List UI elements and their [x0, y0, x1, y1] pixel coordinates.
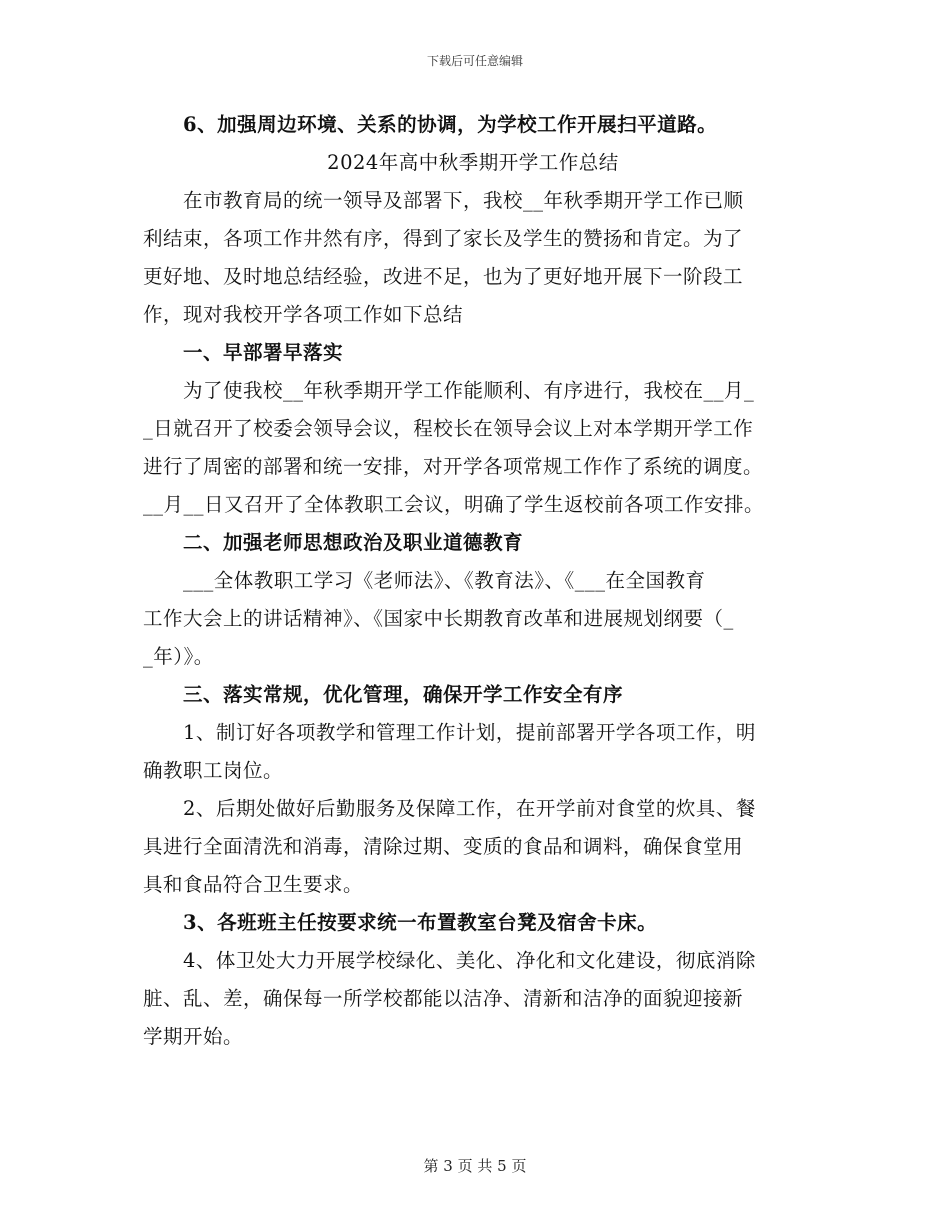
section-3-item-2-line-1: 2、后期处做好后勤服务及保障工作，在开学前对食堂的炊具、餐 [183, 797, 756, 820]
document-title: 2024年高中秋季期开学工作总结 [327, 151, 619, 174]
item-6-line: 6、加强周边环境、关系的协调，为学校工作开展扫平道路。 [183, 113, 718, 136]
intro-line-3: 更好地、及时地总结经验，改进不足，也为了更好地开展下一阶段工 [143, 265, 744, 288]
intro-line-4: 作，现对我校开学各项工作如下总结 [143, 303, 464, 326]
section-2-heading: 二、加强老师思想政治及职业道德教育 [183, 531, 524, 554]
section-2-line-3: _年）》。 [143, 645, 214, 668]
section-3-item-1-line-1: 1、制订好各项教学和管理工作计划，提前部署开学各项工作，明 [183, 721, 756, 744]
section-3-item-2-line-2: 具进行全面清洗和消毒，清除过期、变质的食品和调料，确保食堂用 [143, 835, 744, 858]
section-3-item-1-line-2: 确教职工岗位。 [143, 759, 284, 782]
section-1-heading: 一、早部署早落实 [183, 341, 344, 364]
page-number-footer: 第 3 页 共 5 页 [423, 1157, 527, 1175]
page-header-note: 下载后可任意编辑 [426, 54, 523, 68]
section-3-item-3: 3、各班班主任按要求统一布置教室台凳及宿舍卡床。 [183, 911, 658, 934]
section-3-item-4-line-3: 学期开始。 [143, 1025, 244, 1048]
section-3-item-2-line-3: 具和食品符合卫生要求。 [143, 873, 364, 896]
intro-line-1: 在市教育局的统一领导及部署下，我校__年秋季期开学工作已顺 [183, 189, 744, 212]
section-1-line-1: 为了使我校__年秋季期开学工作能顺利、有序进行，我校在__月_ [183, 379, 755, 402]
section-3-item-4-line-1: 4、体卫处大力开展学校绿化、美化、净化和文化建设，彻底消除 [183, 949, 756, 972]
section-1-line-2: _日就召开了校委会领导会议，程校长在领导会议上对本学期开学工作 [143, 417, 754, 440]
document-body [143, 106, 803, 1056]
intro-line-2: 利结束，各项工作井然有序，得到了家长及学生的赞扬和肯定。为了 [143, 227, 744, 250]
section-1-line-4: __月__日又召开了全体教职工会议，明确了学生返校前各项工作安排。 [143, 493, 765, 516]
section-3-item-4-line-2: 脏、乱、差，确保每一所学校都能以洁净、清新和洁净的面貌迎接新 [143, 987, 744, 1010]
section-3-heading: 三、落实常规，优化管理，确保开学工作安全有序 [183, 683, 624, 706]
section-2-line-1: ___全体教职工学习《老师法》、《教育法》、《___在全国教育 [183, 569, 706, 592]
section-1-line-3: 进行了周密的部署和统一安排，对开学各项常规工作作了系统的调度。 [143, 455, 764, 478]
section-2-line-2: 工作大会上的讲话精神》、《国家中长期教育改革和进展规划纲要（_ [143, 607, 734, 630]
